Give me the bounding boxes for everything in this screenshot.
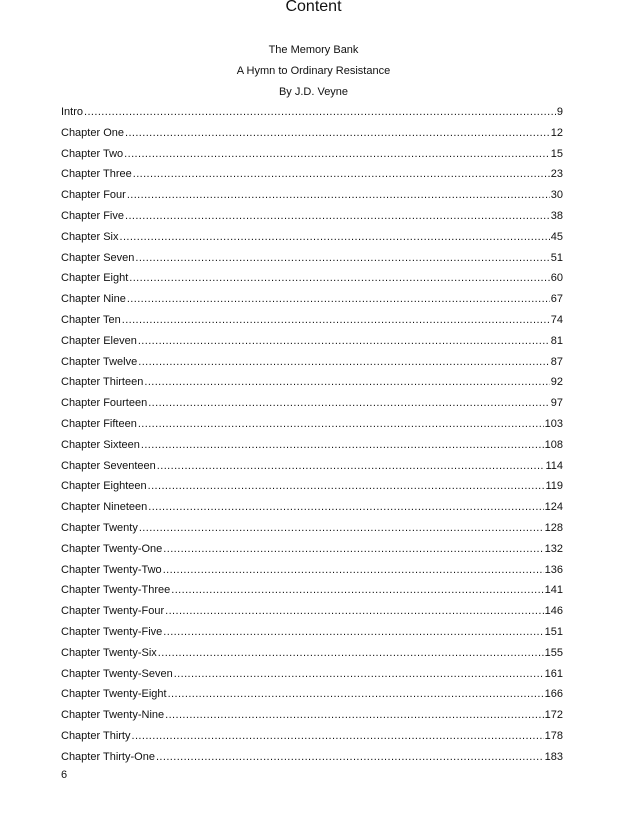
toc-entry-label: Chapter Twenty-Four — [61, 605, 165, 618]
toc-entry-page: 151 — [544, 625, 563, 638]
toc-entry[interactable] — [61, 147, 563, 168]
dot-leader — [84, 105, 556, 119]
toc-entry-page: 60 — [550, 272, 563, 285]
dot-leader — [129, 271, 549, 285]
toc-entry-label: Chapter Twenty-Seven — [61, 667, 173, 680]
toc-entry[interactable] — [61, 500, 563, 521]
toc-entry-page: 103 — [544, 417, 563, 430]
toc-entry-page: 124 — [544, 501, 563, 514]
toc-entry-page: 38 — [550, 209, 563, 222]
dot-leader — [174, 667, 544, 681]
toc-entry-page: 119 — [545, 480, 563, 493]
toc-entry[interactable] — [61, 750, 563, 771]
toc-entry[interactable] — [61, 271, 563, 292]
toc-entry[interactable] — [61, 563, 563, 584]
toc-entry-label: Chapter Three — [61, 168, 132, 181]
toc-entry-page: 23 — [550, 168, 563, 181]
toc-entry-label: Chapter Eighteen — [61, 480, 147, 493]
toc-entry-page: 51 — [550, 251, 563, 264]
toc-entry[interactable] — [61, 479, 563, 500]
dot-leader — [127, 292, 550, 306]
toc-entry-page: 155 — [544, 646, 563, 659]
dot-leader — [135, 251, 549, 265]
dot-leader — [124, 147, 550, 161]
dot-leader — [144, 375, 549, 389]
toc-entry-label: Chapter Fourteen — [61, 397, 148, 410]
toc-entry[interactable] — [61, 604, 563, 625]
toc-entry-label: Chapter Two — [61, 147, 124, 160]
toc-entry-label: Chapter Thirty — [61, 729, 131, 742]
toc-entry[interactable] — [61, 105, 563, 126]
toc-entry-page: 178 — [544, 729, 563, 742]
toc-entry[interactable] — [61, 542, 563, 563]
toc-entry[interactable] — [61, 292, 563, 313]
toc-entry-page: 146 — [544, 605, 563, 618]
dot-leader — [122, 313, 550, 327]
toc-entry-label: Chapter Eight — [61, 272, 129, 285]
toc-entry[interactable] — [61, 708, 563, 729]
dot-leader — [165, 604, 544, 618]
toc-entry[interactable] — [61, 583, 563, 604]
dot-leader — [138, 417, 544, 431]
toc-entry[interactable] — [61, 230, 563, 251]
table-of-contents — [61, 105, 563, 771]
toc-entry-page: 172 — [544, 709, 563, 722]
toc-entry-page: 87 — [550, 355, 563, 368]
toc-entry-label: Chapter Twenty-Three — [61, 584, 171, 597]
toc-entry-label: Chapter One — [61, 126, 124, 139]
dot-leader — [148, 479, 545, 493]
dot-leader — [168, 687, 544, 701]
toc-entry-label: Chapter Nine — [61, 293, 126, 306]
dot-leader — [127, 188, 550, 202]
dot-leader — [148, 396, 550, 410]
book-subtitle: A Hymn to Ordinary Resistance — [236, 65, 391, 77]
dot-leader — [171, 583, 543, 597]
toc-entry-page: 166 — [544, 688, 563, 701]
toc-entry-label: Chapter Twenty-Two — [61, 563, 162, 576]
toc-entry-label: Chapter Twenty — [61, 521, 138, 534]
toc-entry-label: Intro — [61, 106, 84, 118]
dot-leader — [156, 750, 544, 764]
toc-entry-page: 132 — [544, 542, 563, 555]
toc-entry[interactable] — [61, 375, 563, 396]
dot-leader — [139, 521, 544, 535]
dot-leader — [133, 167, 550, 181]
toc-entry[interactable] — [61, 521, 563, 542]
toc-entry-label: Chapter Thirty-One — [61, 750, 155, 763]
toc-entry-label: Chapter Eleven — [61, 334, 137, 347]
toc-entry-page: 161 — [544, 667, 563, 680]
toc-entry[interactable] — [61, 313, 563, 334]
toc-entry-label: Chapter Thirteen — [61, 376, 144, 389]
toc-entry[interactable] — [61, 459, 563, 480]
toc-entry[interactable] — [61, 438, 563, 459]
dot-leader — [148, 500, 543, 514]
toc-entry-label: Chapter Twenty-Eight — [61, 688, 167, 701]
dot-leader — [119, 230, 549, 244]
toc-entry-page: 128 — [544, 521, 563, 534]
toc-entry-page: 74 — [550, 313, 563, 326]
toc-entry-page: 114 — [545, 459, 563, 472]
toc-entry-page: 45 — [550, 230, 563, 243]
dot-leader — [163, 625, 543, 639]
toc-entry-label: Chapter Twenty-Six — [61, 646, 157, 659]
toc-entry-page: 12 — [550, 126, 563, 139]
dot-leader — [157, 459, 545, 473]
toc-entry-label: Chapter Five — [61, 209, 124, 222]
dot-leader — [163, 542, 543, 556]
toc-entry-label: Chapter Ten — [61, 313, 121, 326]
toc-entry-page: 9 — [556, 106, 563, 118]
toc-entry-page: 15 — [550, 147, 563, 160]
toc-entry-label: Chapter Twenty-Five — [61, 625, 163, 638]
page-number: 6 — [61, 769, 68, 781]
toc-entry[interactable] — [61, 729, 563, 750]
book-title: The Memory Bank — [268, 44, 359, 56]
toc-entry-page: 30 — [550, 189, 563, 202]
toc-entry-page: 92 — [550, 376, 563, 389]
dot-leader — [125, 126, 550, 140]
toc-entry-page: 97 — [550, 397, 563, 410]
author-line: By J.D. Veyne — [278, 86, 349, 98]
toc-entry[interactable] — [61, 126, 563, 147]
toc-entry-page: 81 — [550, 334, 563, 347]
toc-entry-label: Chapter Fifteen — [61, 417, 137, 430]
toc-entry[interactable] — [61, 251, 563, 272]
dot-leader — [158, 646, 544, 660]
toc-entry-label: Chapter Nineteen — [61, 501, 148, 514]
dot-leader — [141, 438, 544, 452]
dot-leader — [138, 355, 550, 369]
toc-entry[interactable] — [61, 646, 563, 667]
toc-entry-page: 183 — [544, 750, 563, 763]
toc-entry[interactable] — [61, 625, 563, 646]
toc-entry[interactable] — [61, 667, 563, 688]
toc-entry-page: 141 — [544, 584, 563, 597]
toc-entry[interactable] — [61, 167, 563, 188]
toc-entry-label: Chapter Six — [61, 230, 119, 243]
contents-heading: Content — [285, 0, 342, 15]
dot-leader — [138, 334, 550, 348]
toc-entry[interactable] — [61, 417, 563, 438]
toc-entry-label: Chapter Twenty-Nine — [61, 709, 165, 722]
dot-leader — [132, 729, 544, 743]
dot-leader — [165, 708, 544, 722]
dot-leader — [125, 209, 550, 223]
toc-entry-label: Chapter Sixteen — [61, 438, 140, 451]
toc-entry-label: Chapter Four — [61, 189, 126, 202]
toc-entry-label: Chapter Twenty-One — [61, 542, 163, 555]
toc-entry[interactable] — [61, 334, 563, 355]
toc-entry[interactable] — [61, 209, 563, 230]
toc-entry-page: 67 — [550, 293, 563, 306]
toc-entry[interactable] — [61, 355, 563, 376]
toc-entry[interactable] — [61, 188, 563, 209]
dot-leader — [163, 563, 544, 577]
toc-entry[interactable] — [61, 396, 563, 417]
toc-entry[interactable] — [61, 687, 563, 708]
toc-entry-label: Chapter Twelve — [61, 355, 138, 368]
toc-entry-page: 108 — [544, 438, 563, 451]
toc-entry-label: Chapter Seventeen — [61, 459, 156, 472]
toc-entry-page: 136 — [544, 563, 563, 576]
toc-entry-label: Chapter Seven — [61, 251, 135, 264]
